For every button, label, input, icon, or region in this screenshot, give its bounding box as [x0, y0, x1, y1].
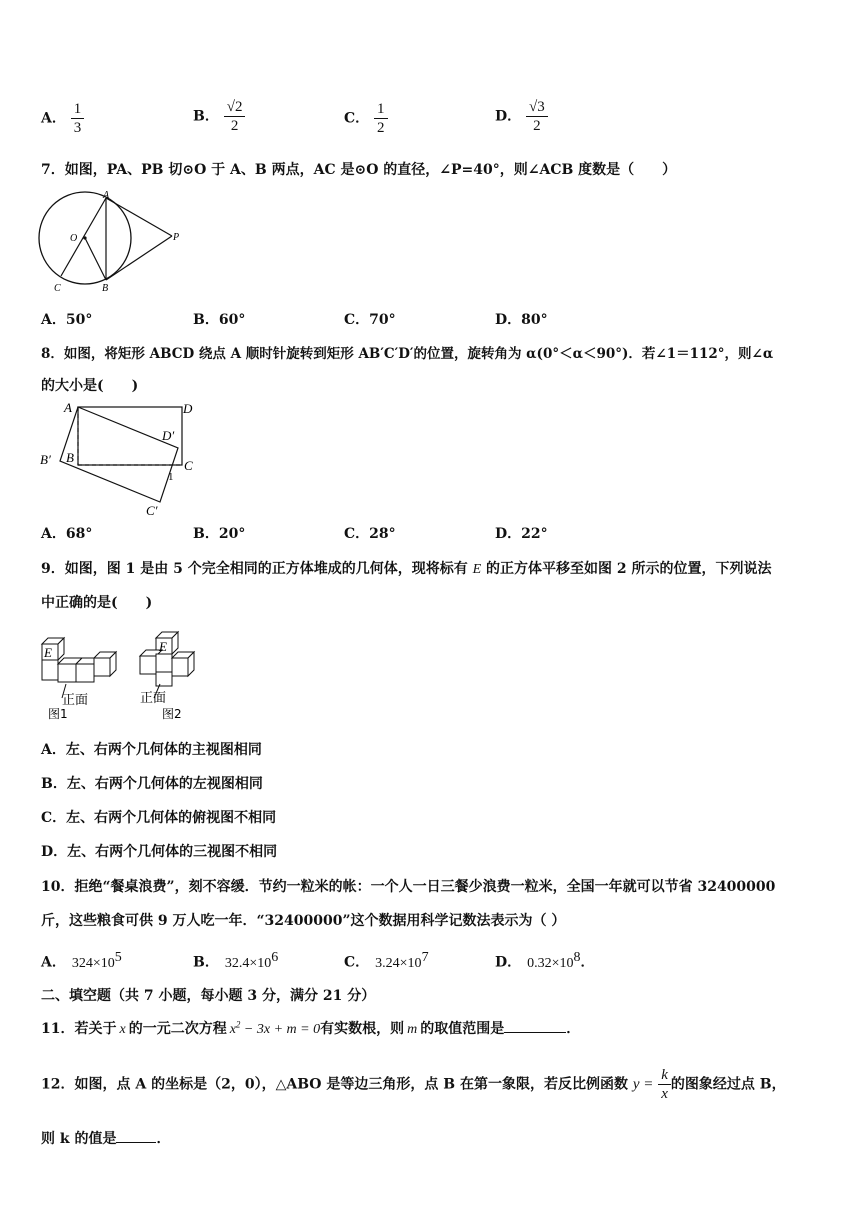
- q8-option-b: B．20°: [193, 526, 246, 542]
- q6-option-b: B． $\frac{√2}{2}$: [193, 98, 245, 135]
- q9-option-a: A．左、右两个几何体的主视图相同: [41, 742, 262, 758]
- q9-cubes-figure: [38, 628, 210, 720]
- label-c: C: [54, 283, 61, 294]
- q7-stem: 7．如图，PA、PB 切⊙O 于 A、B 两点，AC 是⊙O 的直径，∠P=40°，则∠ACB 度数是（ ）: [41, 162, 677, 178]
- q11-stem: 11．若关于 x 的一元二次方程 $x^2 - 3x + m = 0$有实数根，则 m 的取值范围是 ．: [41, 1019, 581, 1037]
- center-dot: [83, 236, 86, 239]
- q9-stem-line1: 9．如图，图 1 是由 5 个完全相同的正方体堆成的几何体，现将标有 E 的正方体平移至如图 2 所示的位置，下列说法: [41, 561, 772, 577]
- q12-stem-line2: 则 k 的值是 ．: [41, 1131, 171, 1147]
- q10-stem-line1: 10．拒绝“餐桌浪费”，刻不容缓．节约一粒米的帐：一个人一日三餐少浪费一粒米，全国一年就可以节省 32400000: [41, 879, 776, 895]
- label-e-fig2: E: [159, 639, 167, 654]
- fraction: $\frac{1}{3}$: [71, 100, 85, 137]
- q9-stem-line2: 中正确的是( ): [41, 595, 153, 611]
- tangent-pa: [106, 198, 172, 236]
- label-p: P: [173, 232, 180, 243]
- q7-circle-figure: [36, 188, 186, 296]
- figure-1-cubes: [42, 638, 116, 682]
- label-b: B: [102, 283, 109, 294]
- caption-fig2: 图2: [162, 707, 182, 720]
- q8-option-a: A．68°: [41, 526, 93, 542]
- q6-option-d: D． $\frac{√3}{2}$: [495, 98, 548, 135]
- fraction-k-over-x: $\frac{k}{x}$: [658, 1066, 671, 1103]
- q6-option-c: C． $\frac{1}{2}$: [344, 100, 388, 137]
- label-angle-1: 1: [168, 471, 174, 483]
- equation: $x^2 - 3x + m = 0$: [229, 1019, 321, 1037]
- q7-option-c: C．70°: [344, 312, 396, 328]
- q7-option-b: B．60°: [193, 312, 246, 328]
- fraction: $\frac{√3}{2}$: [526, 98, 548, 135]
- label-front-fig1: 正面: [62, 693, 89, 708]
- q8-option-c: C．28°: [344, 526, 396, 542]
- label-b-prime: B′: [40, 452, 51, 467]
- section-2-heading: 二、填空题（共 7 小题，每小题 3 分，满分 21 分）: [41, 988, 376, 1004]
- fraction: $\frac{√2}{2}$: [224, 98, 246, 135]
- label-e-fig1: E: [44, 645, 52, 660]
- q10-option-b: B． $32.4\times 10^6$: [193, 950, 279, 971]
- q9-option-b: B．左、右两个几何体的左视图相同: [41, 776, 263, 792]
- q12-stem-line1: 12．如图，点 A 的坐标是（2，0），△ABO 是等边三角形，点 B 在第一象限，若反比例函数 y = $\frac{k}{x}$ 的图象经过点 B，: [41, 1067, 786, 1102]
- diameter-ac: [61, 198, 106, 276]
- q8-rectangle-figure: [36, 398, 206, 518]
- label-d: D: [183, 401, 193, 416]
- caption-fig1: 图1: [48, 707, 68, 720]
- label-b: B: [66, 450, 74, 465]
- figure-2-cubes: [140, 632, 194, 686]
- label-a: A: [64, 400, 72, 415]
- segment-cb: [85, 238, 106, 280]
- q10-option-d: D． $0.32\times 10^8$．: [495, 950, 595, 971]
- answer-blank[interactable]: [116, 1142, 156, 1143]
- q9-option-d: D．左、右两个几何体的三视图不相同: [41, 844, 278, 860]
- answer-blank[interactable]: [504, 1032, 566, 1033]
- q7-option-a: A．50°: [41, 312, 93, 328]
- label-d-prime: D′: [162, 428, 175, 443]
- label-a: A: [103, 190, 110, 201]
- label-c: C: [184, 458, 193, 473]
- label-o: O: [70, 233, 78, 244]
- label-c-prime: C′: [146, 503, 158, 518]
- q7-option-d: D．80°: [495, 312, 548, 328]
- q10-option-c: C． $3.24\times 10^7$: [344, 950, 429, 971]
- label-front-fig2: 正面: [140, 691, 167, 706]
- q8-stem-line1: 8．如图，将矩形 ABCD 绕点 A 顺时针旋转到矩形 AB′C′D′的位置，旋转角为 α(0°＜α＜90°)．若∠1＝112°，则∠α: [41, 346, 774, 362]
- q8-stem-line2: 的大小是( ): [41, 378, 139, 394]
- q10-stem-line2: 斤，这些粮食可供 9 万人吃一年．“32400000”这个数据用科学记数法表示为（ ）: [41, 913, 566, 929]
- q9-option-c: C．左、右两个几何体的俯视图不相同: [41, 810, 277, 826]
- q10-option-a: A． $324\times 10^5$: [41, 950, 122, 971]
- q8-option-d: D．22°: [495, 526, 548, 542]
- tangent-pb: [106, 236, 172, 280]
- fraction: $\frac{1}{2}$: [374, 100, 388, 137]
- q6-option-a: A． $\frac{1}{3}$: [41, 100, 84, 137]
